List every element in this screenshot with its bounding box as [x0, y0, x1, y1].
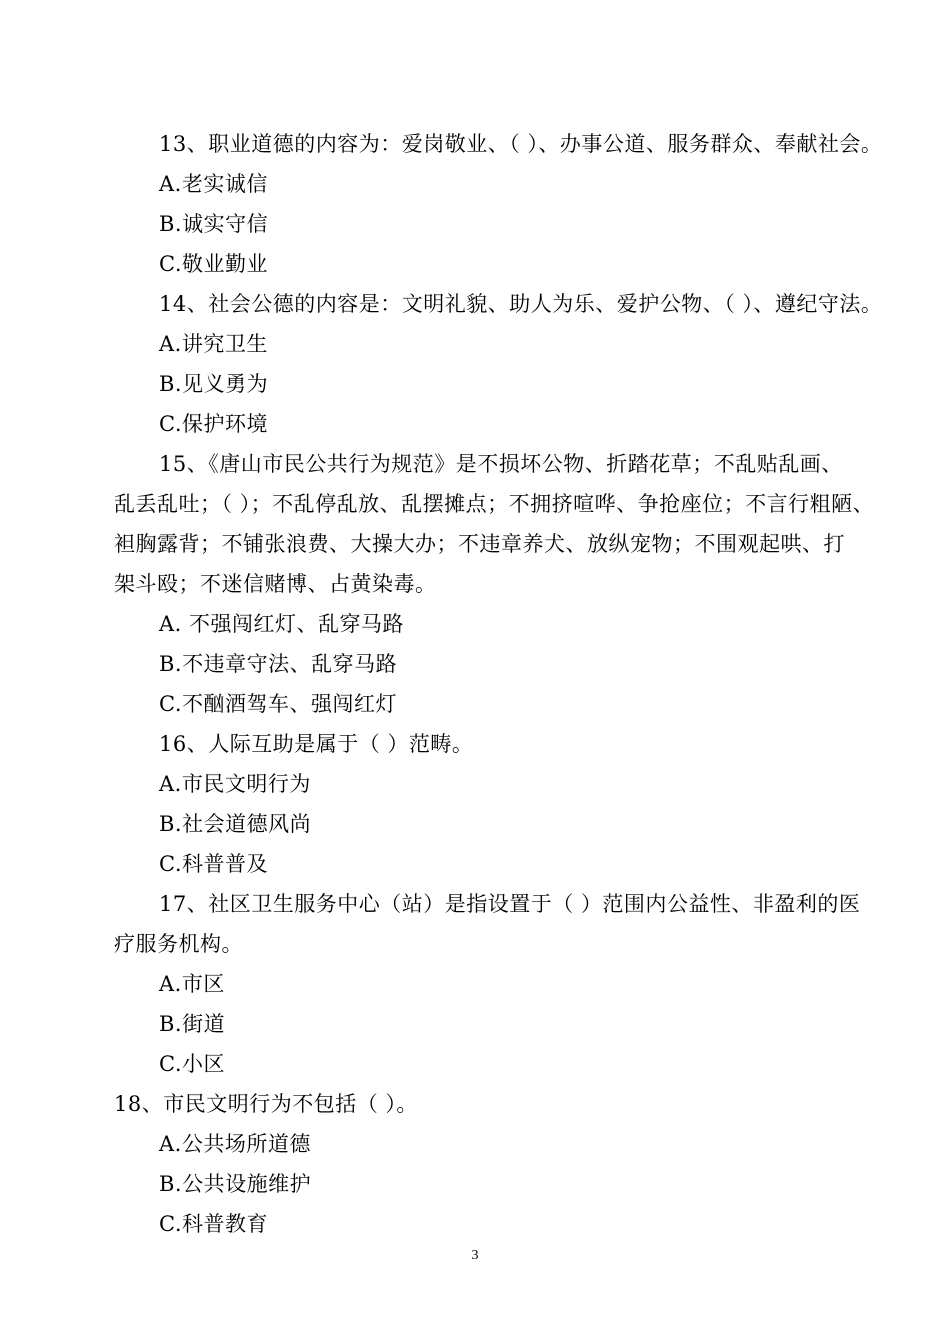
- question-16-option-b: B.社会道德风尚: [159, 812, 312, 836]
- question-16-stem: 16、人际互助是属于（ ）范畴。: [159, 732, 474, 756]
- question-16-option-a: A.市民文明行为: [159, 772, 311, 796]
- question-13-stem: 13、职业道德的内容为：爱岗敬业、（ ）、办事公道、服务群众、奉献社会。: [159, 132, 883, 156]
- question-15-option-b: B.不违章守法、乱穿马路: [159, 652, 398, 676]
- question-13-option-b: B.诚实守信: [159, 212, 269, 236]
- question-16-option-c: C.科普普及: [159, 852, 268, 876]
- question-18-option-b: B.公共设施维护: [159, 1172, 312, 1196]
- question-15-stem-line-3: 袒胸露背；不铺张浪费、大操大办；不违章养犬、放纵宠物；不围观起哄、打: [114, 532, 845, 556]
- question-14-option-a: A.讲究卫生: [159, 332, 268, 356]
- question-17-option-a: A.市区: [159, 972, 225, 996]
- question-14-option-b: B.见义勇为: [159, 372, 269, 396]
- question-18-option-c: C.科普教育: [159, 1212, 268, 1236]
- question-17-stem-line-1: 17、社区卫生服务中心（站）是指设置于（ ）范围内公益性、非盈利的医: [159, 892, 861, 916]
- question-15-stem-line-4: 架斗殴；不迷信赌博、占黄染毒。: [114, 572, 437, 596]
- question-17-option-c: C.小区: [159, 1052, 225, 1076]
- question-15-option-a: A. 不强闯红灯、乱穿马路: [159, 612, 405, 636]
- question-14-stem: 14、社会公德的内容是：文明礼貌、助人为乐、爱护公物、（ ）、遵纪守法。: [159, 292, 883, 316]
- question-18-option-a: A.公共场所道德: [159, 1132, 311, 1156]
- question-18-stem: 18、市民文明行为不包括（ ）。: [114, 1092, 418, 1116]
- question-13-option-a: A.老实诚信: [159, 172, 268, 196]
- question-13-option-c: C.敬业勤业: [159, 252, 268, 276]
- question-15-option-c: C.不酗酒驾车、强闯红灯: [159, 692, 397, 716]
- question-17-stem-line-2: 疗服务机构。: [114, 932, 243, 956]
- question-15-stem-line-2: 乱丢乱吐；（ ）；不乱停乱放、乱摆摊点；不拥挤喧哗、争抢座位；不言行粗陋、: [114, 492, 875, 516]
- question-17-option-b: B.街道: [159, 1012, 226, 1036]
- page-number: 3: [471, 1248, 479, 1263]
- question-14-option-c: C.保护环境: [159, 412, 268, 436]
- question-15-stem-line-1: 15、《唐山市民公共行为规范》是不损坏公物、折踏花草；不乱贴乱画、: [159, 452, 843, 476]
